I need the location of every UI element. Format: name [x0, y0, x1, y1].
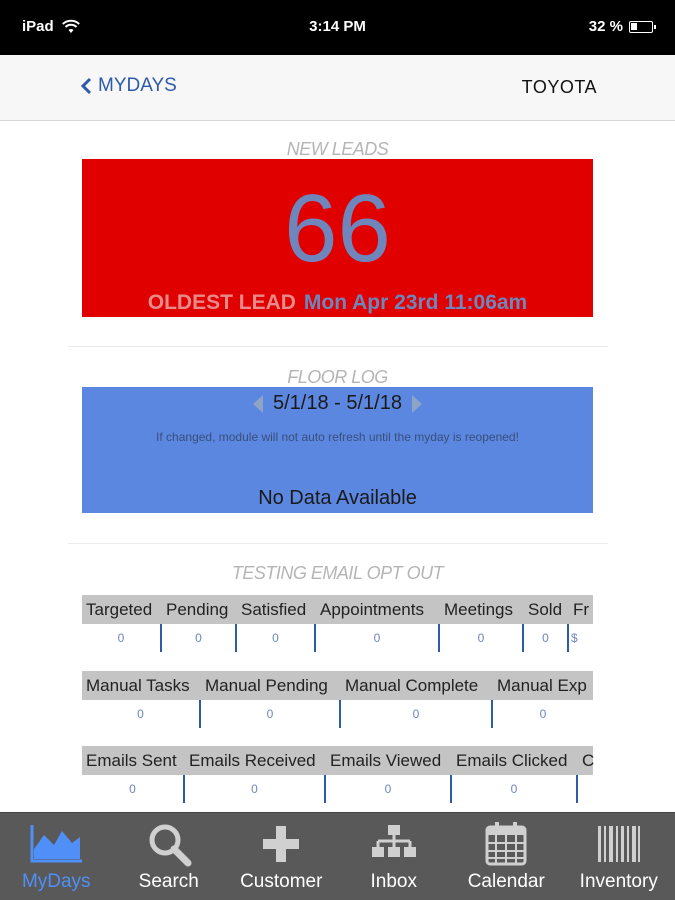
column-header: Appointments: [320, 600, 424, 619]
tab-mydays[interactable]: [0, 813, 113, 900]
navigation-bar: [0, 55, 675, 121]
chevron-left-icon: [80, 77, 92, 95]
battery-fill: [631, 23, 637, 30]
column-header: Sold: [528, 600, 563, 619]
stat-value[interactable]: 0: [341, 700, 493, 728]
stat-value[interactable]: 0: [82, 700, 201, 728]
section-divider: [68, 346, 608, 347]
floor-log-card: [82, 387, 593, 513]
tab-calendar[interactable]: [450, 813, 563, 900]
column-header: Meetings: [444, 600, 513, 619]
column-header: Targeted: [86, 600, 153, 619]
battery-percent: 32 %: [588, 18, 623, 35]
no-data-message: No Data Available: [258, 487, 417, 509]
column-header: Pending: [166, 600, 229, 619]
oldest-lead-label: OLDEST LEAD: [147, 291, 296, 314]
tab-search[interactable]: [113, 813, 226, 900]
device-name: iPad: [22, 18, 54, 35]
stat-value[interactable]: 0: [326, 775, 452, 803]
stat-value[interactable]: $: [571, 631, 578, 645]
stats-header: [82, 746, 593, 775]
stat-value[interactable]: 0: [82, 624, 162, 652]
status-time: 3:14 PM: [309, 18, 366, 35]
stats-values-row: [82, 624, 593, 652]
column-header: Manual Complete: [345, 676, 479, 695]
stats-table-3: [82, 746, 593, 803]
tab-label: MyDays: [21, 871, 91, 892]
stat-value[interactable]: 0: [440, 624, 524, 652]
stat-value[interactable]: 0: [524, 624, 569, 652]
column-header: Manual Tasks: [86, 676, 190, 695]
oldest-lead-value: Mon Apr 23rd 11:06am: [303, 291, 528, 314]
barcode-icon: [596, 819, 642, 869]
column-header: Emails Sent: [86, 751, 177, 770]
stat-value[interactable]: 0: [316, 624, 440, 652]
next-date-arrow-icon[interactable]: [412, 395, 422, 413]
column-header: Manual Exp: [497, 676, 587, 695]
stats-header: [82, 595, 593, 624]
stats-values-row: [82, 700, 593, 728]
floor-log-title: FLOOR LOG: [287, 367, 388, 387]
stats-table-1: [82, 595, 593, 652]
tab-label: Inventory: [579, 871, 658, 892]
stat-value[interactable]: 0: [539, 707, 547, 721]
tab-label: Search: [138, 871, 199, 892]
column-header: Emails Clicked: [456, 751, 568, 770]
tab-bar: [0, 812, 675, 900]
stats-header: [82, 671, 593, 700]
tab-label: Calendar: [467, 871, 545, 892]
stat-value[interactable]: 0: [201, 700, 341, 728]
back-button[interactable]: [80, 75, 177, 97]
back-button-label: MYDAYS: [98, 75, 177, 96]
column-header: Emails Received: [189, 751, 316, 770]
stat-value[interactable]: 0: [162, 624, 237, 652]
calendar-icon: [484, 819, 528, 869]
stat-value[interactable]: 0: [452, 775, 578, 803]
email-opt-out-title: TESTING EMAIL OPT OUT: [231, 563, 444, 583]
area-chart-icon: [28, 819, 84, 869]
tab-label: Customer: [240, 871, 323, 892]
column-header: Satisfied: [241, 600, 307, 619]
tab-inventory[interactable]: [563, 813, 675, 900]
previous-date-arrow-icon[interactable]: [253, 395, 263, 413]
column-header: C: [582, 751, 595, 770]
plus-icon: [261, 819, 301, 869]
column-header: Fr: [573, 600, 590, 619]
org-chart-icon: [370, 819, 418, 869]
date-range-selector: [82, 392, 593, 415]
new-leads-title: NEW LEADS: [286, 139, 389, 159]
column-header: Emails Viewed: [330, 751, 442, 770]
stat-value[interactable]: 0: [82, 775, 185, 803]
oldest-lead: [82, 291, 593, 315]
search-icon: [146, 819, 192, 869]
battery-icon: [629, 21, 653, 33]
new-leads-card[interactable]: [82, 159, 593, 317]
stats-values-row: [82, 775, 593, 803]
stat-value[interactable]: 0: [185, 775, 326, 803]
tab-customer[interactable]: [225, 813, 338, 900]
tab-inbox[interactable]: [338, 813, 451, 900]
stat-value[interactable]: [578, 775, 593, 803]
status-right: [589, 18, 653, 35]
stat-value[interactable]: 0: [237, 624, 316, 652]
new-leads-count: 66: [284, 175, 391, 282]
stats-table-2: [82, 671, 593, 728]
column-header: Manual Pending: [205, 676, 328, 695]
tab-label: Inbox: [370, 871, 417, 892]
floor-log-note: If changed, module will not auto refresh until the myday is reopened!: [156, 430, 519, 444]
page-title: TOYOTA: [521, 77, 597, 97]
date-range[interactable]: 5/1/18 - 5/1/18: [273, 392, 402, 414]
section-divider: [68, 543, 608, 544]
status-bar: [0, 0, 675, 55]
